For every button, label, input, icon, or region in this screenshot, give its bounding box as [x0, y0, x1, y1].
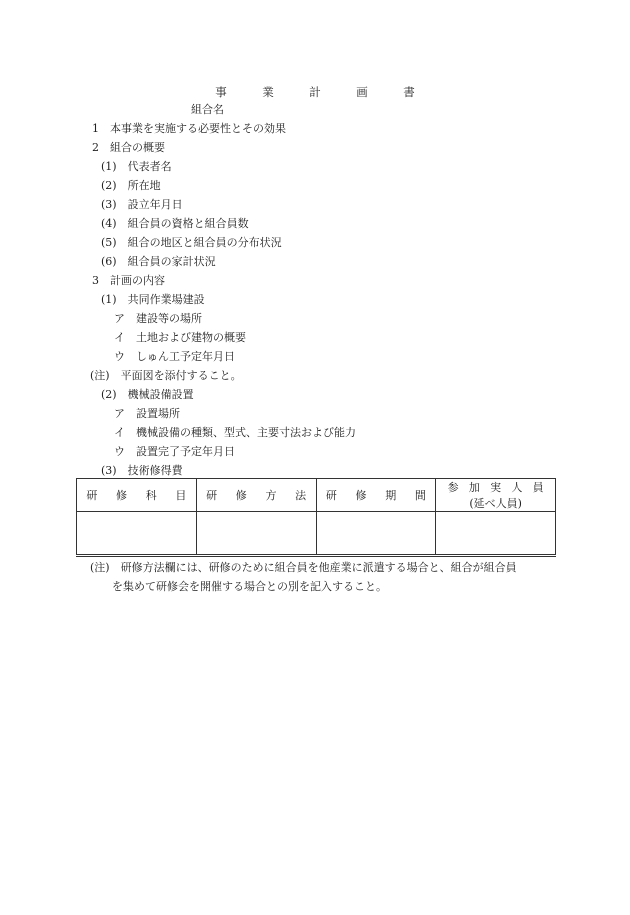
title-char: 書: [403, 85, 415, 99]
section-3: 3 計画の内容: [92, 274, 165, 287]
item-3-3: (3) 技術修得費: [101, 464, 183, 477]
title-char: 業: [262, 85, 274, 99]
item-3-1-i: イ 土地および建物の概要: [114, 331, 246, 344]
document-title: [0, 84, 630, 100]
item-3-2-i: イ 機械設備の種類、型式、主要寸法および能力: [114, 426, 356, 439]
item-3-1: (1) 共同作業場建設: [101, 293, 205, 306]
item-2-5: (5) 組合の地区と組合員の分布状況: [101, 236, 282, 249]
note-training-line2: を集めて研修会を開催する場合との別を記入すること。: [112, 580, 387, 593]
table-header-row: [77, 479, 556, 512]
union-name-label: 組合名: [191, 103, 224, 116]
header-subject: 研修科目: [77, 479, 197, 512]
header-method: 研修方法: [196, 479, 316, 512]
training-table: [76, 478, 556, 557]
item-2-6: (6) 組合員の家計状況: [101, 255, 216, 268]
item-2-2: (2) 所在地: [101, 179, 161, 192]
item-2-4: (4) 組合員の資格と組合員数: [101, 217, 249, 230]
table-cell: [196, 512, 316, 556]
item-3-1-u: ウ しゅん工予定年月日: [114, 350, 235, 363]
item-3-2-a: ア 設置場所: [114, 407, 180, 420]
title-char: 事: [215, 85, 227, 99]
table-cell: [316, 512, 436, 556]
note-floor-plan: (注) 平面図を添付すること。: [90, 369, 242, 382]
item-3-2: (2) 機械設備設置: [101, 388, 194, 401]
note-training-line1: (注) 研修方法欄には、研修のために組合員を他産業に派遣する場合と、組合が組合員: [90, 561, 517, 574]
section-2: 2 組合の概要: [92, 141, 165, 154]
item-3-1-a: ア 建設等の場所: [114, 312, 202, 325]
title-char: 画: [356, 85, 368, 99]
section-1: 1 本事業を実施する必要性とその効果: [92, 122, 286, 135]
item-2-3: (3) 設立年月日: [101, 198, 183, 211]
table-cell: [436, 512, 556, 556]
table-row: [77, 512, 556, 556]
header-participants: 参加実人員 (延べ人員): [436, 479, 556, 512]
item-3-2-u: ウ 設置完了予定年月日: [114, 445, 235, 458]
table-cell: [77, 512, 197, 556]
title-char: 計: [309, 85, 321, 99]
header-period: 研修期間: [316, 479, 436, 512]
header-participants-sub: (延べ人員): [469, 497, 522, 510]
item-2-1: (1) 代表者名: [101, 160, 172, 173]
